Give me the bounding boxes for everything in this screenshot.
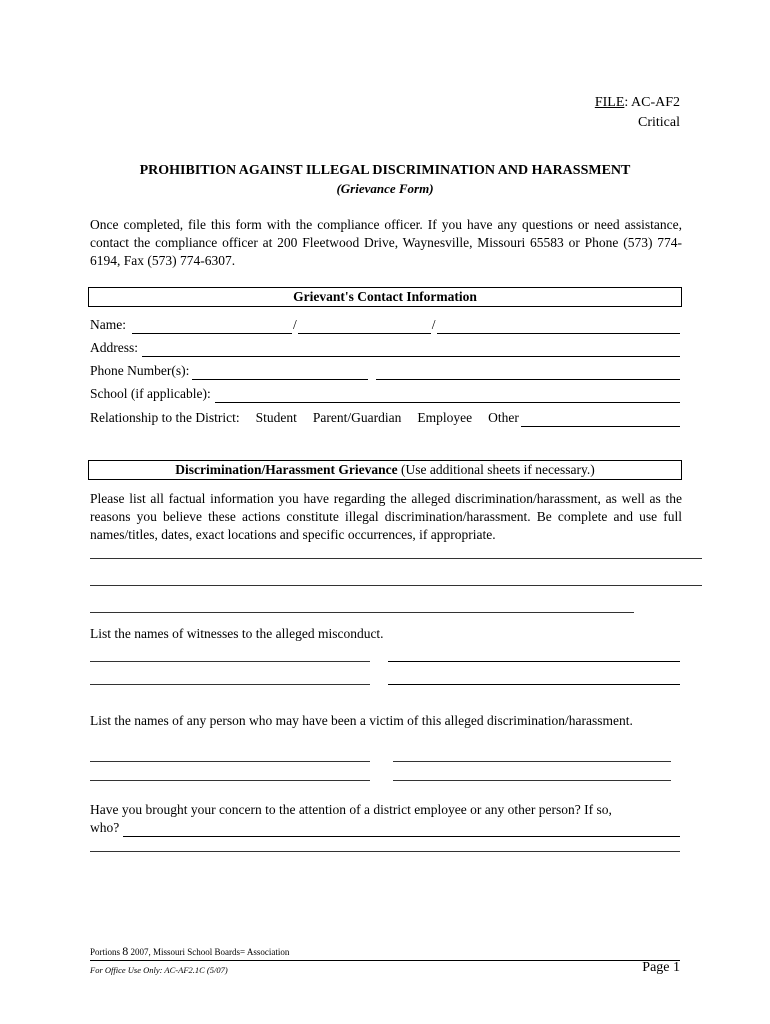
other-relationship-field[interactable] [521,412,680,427]
grievance-line-3[interactable] [90,612,634,613]
grievance-heading-text: Discrimination/Harassment Grievance [175,462,398,477]
grievance-section-heading [88,460,682,480]
relationship-option-other[interactable]: Other [488,410,519,425]
relationship-row [90,409,680,427]
office-use-note: For Office Use Only: AC-AF2.1C (5/07) [90,965,228,975]
file-classification: Critical [638,115,680,130]
middle-name-field[interactable] [437,319,680,334]
grievance-instructions: Please list all factual information you have regarding the alleged discrimination/harassment, as well as the reasons you believe these actions constitute illegal discrimination/harassment. Be complete and use full names/titles, dates, exact locations and specific occurrences, if appropriate. [90,491,682,542]
witness-line[interactable] [90,684,370,685]
victim-line[interactable] [90,780,370,781]
victims-prompt: List the names of any person who may have been a victim of this alleged discrimination/harassment. [90,713,633,728]
file-code-block [595,93,680,133]
file-value: : AC-AF2 [624,95,680,110]
victim-line[interactable] [90,761,370,762]
phone-field-1[interactable] [192,365,368,380]
victim-line[interactable] [393,780,671,781]
address-row [90,339,680,357]
grievance-line-2[interactable] [90,585,702,586]
form-title: PROHIBITION AGAINST ILLEGAL DISCRIMINATION AND HARASSMENT [139,163,631,178]
portions-prefix: Portions [90,947,123,957]
name-separator: / [431,317,436,332]
school-label: School (if applicable): [90,386,211,401]
relationship-option-parent[interactable]: Parent/Guardian [312,410,402,425]
address-field[interactable] [142,342,680,357]
form-subtitle: (Grievance Form) [336,181,434,196]
who-label: who? [90,820,120,835]
phone-row [90,362,680,380]
name-label: Name: [90,317,126,332]
name-row [90,316,680,334]
witness-line[interactable] [388,661,680,662]
grievance-line-1[interactable] [90,558,702,559]
name-separator: / [293,317,297,332]
file-label: FILE [594,95,625,110]
last-name-field[interactable] [132,319,292,334]
victim-line[interactable] [393,761,671,762]
witness-line[interactable] [388,684,680,685]
attention-prompt: Have you brought your concern to the attention of a district employee or any other person? If so, [90,802,612,817]
witness-line[interactable] [90,661,370,662]
grievance-heading-note: (Use additional sheets if necessary.) [397,462,595,477]
first-name-field[interactable] [298,319,431,334]
portions-suffix: 2007, Missouri School Boards= Association [128,947,290,957]
school-field[interactable] [215,388,680,403]
phone-label: Phone Number(s): [90,363,190,378]
page-number: Page 1 [642,960,680,975]
who-line-2[interactable] [90,851,680,852]
address-label: Address: [90,340,138,355]
portions-symbol: 8 [122,944,129,958]
copyright-notice [90,944,289,959]
intro-paragraph: Once completed, file this form with the compliance officer. If you have any questions or need assistance, contact the compliance officer at 200 Fleetwood Drive, Waynesville, Missouri 65583 or Phone (573) 774-6194, Fax (573) 774-6307. [90,217,682,268]
footer-rule [90,960,680,961]
relationship-option-student[interactable]: Student [255,410,297,425]
relationship-label: Relationship to the District: [90,410,240,425]
relationship-option-employee[interactable]: Employee [417,410,473,425]
contact-section-heading [88,287,682,307]
phone-field-2[interactable] [376,365,680,380]
contact-heading-text: Grievant's Contact Information [293,289,477,304]
who-row [90,819,680,837]
school-row [90,385,680,403]
witnesses-prompt: List the names of witnesses to the alleged misconduct. [90,626,384,641]
who-field[interactable] [123,822,680,837]
